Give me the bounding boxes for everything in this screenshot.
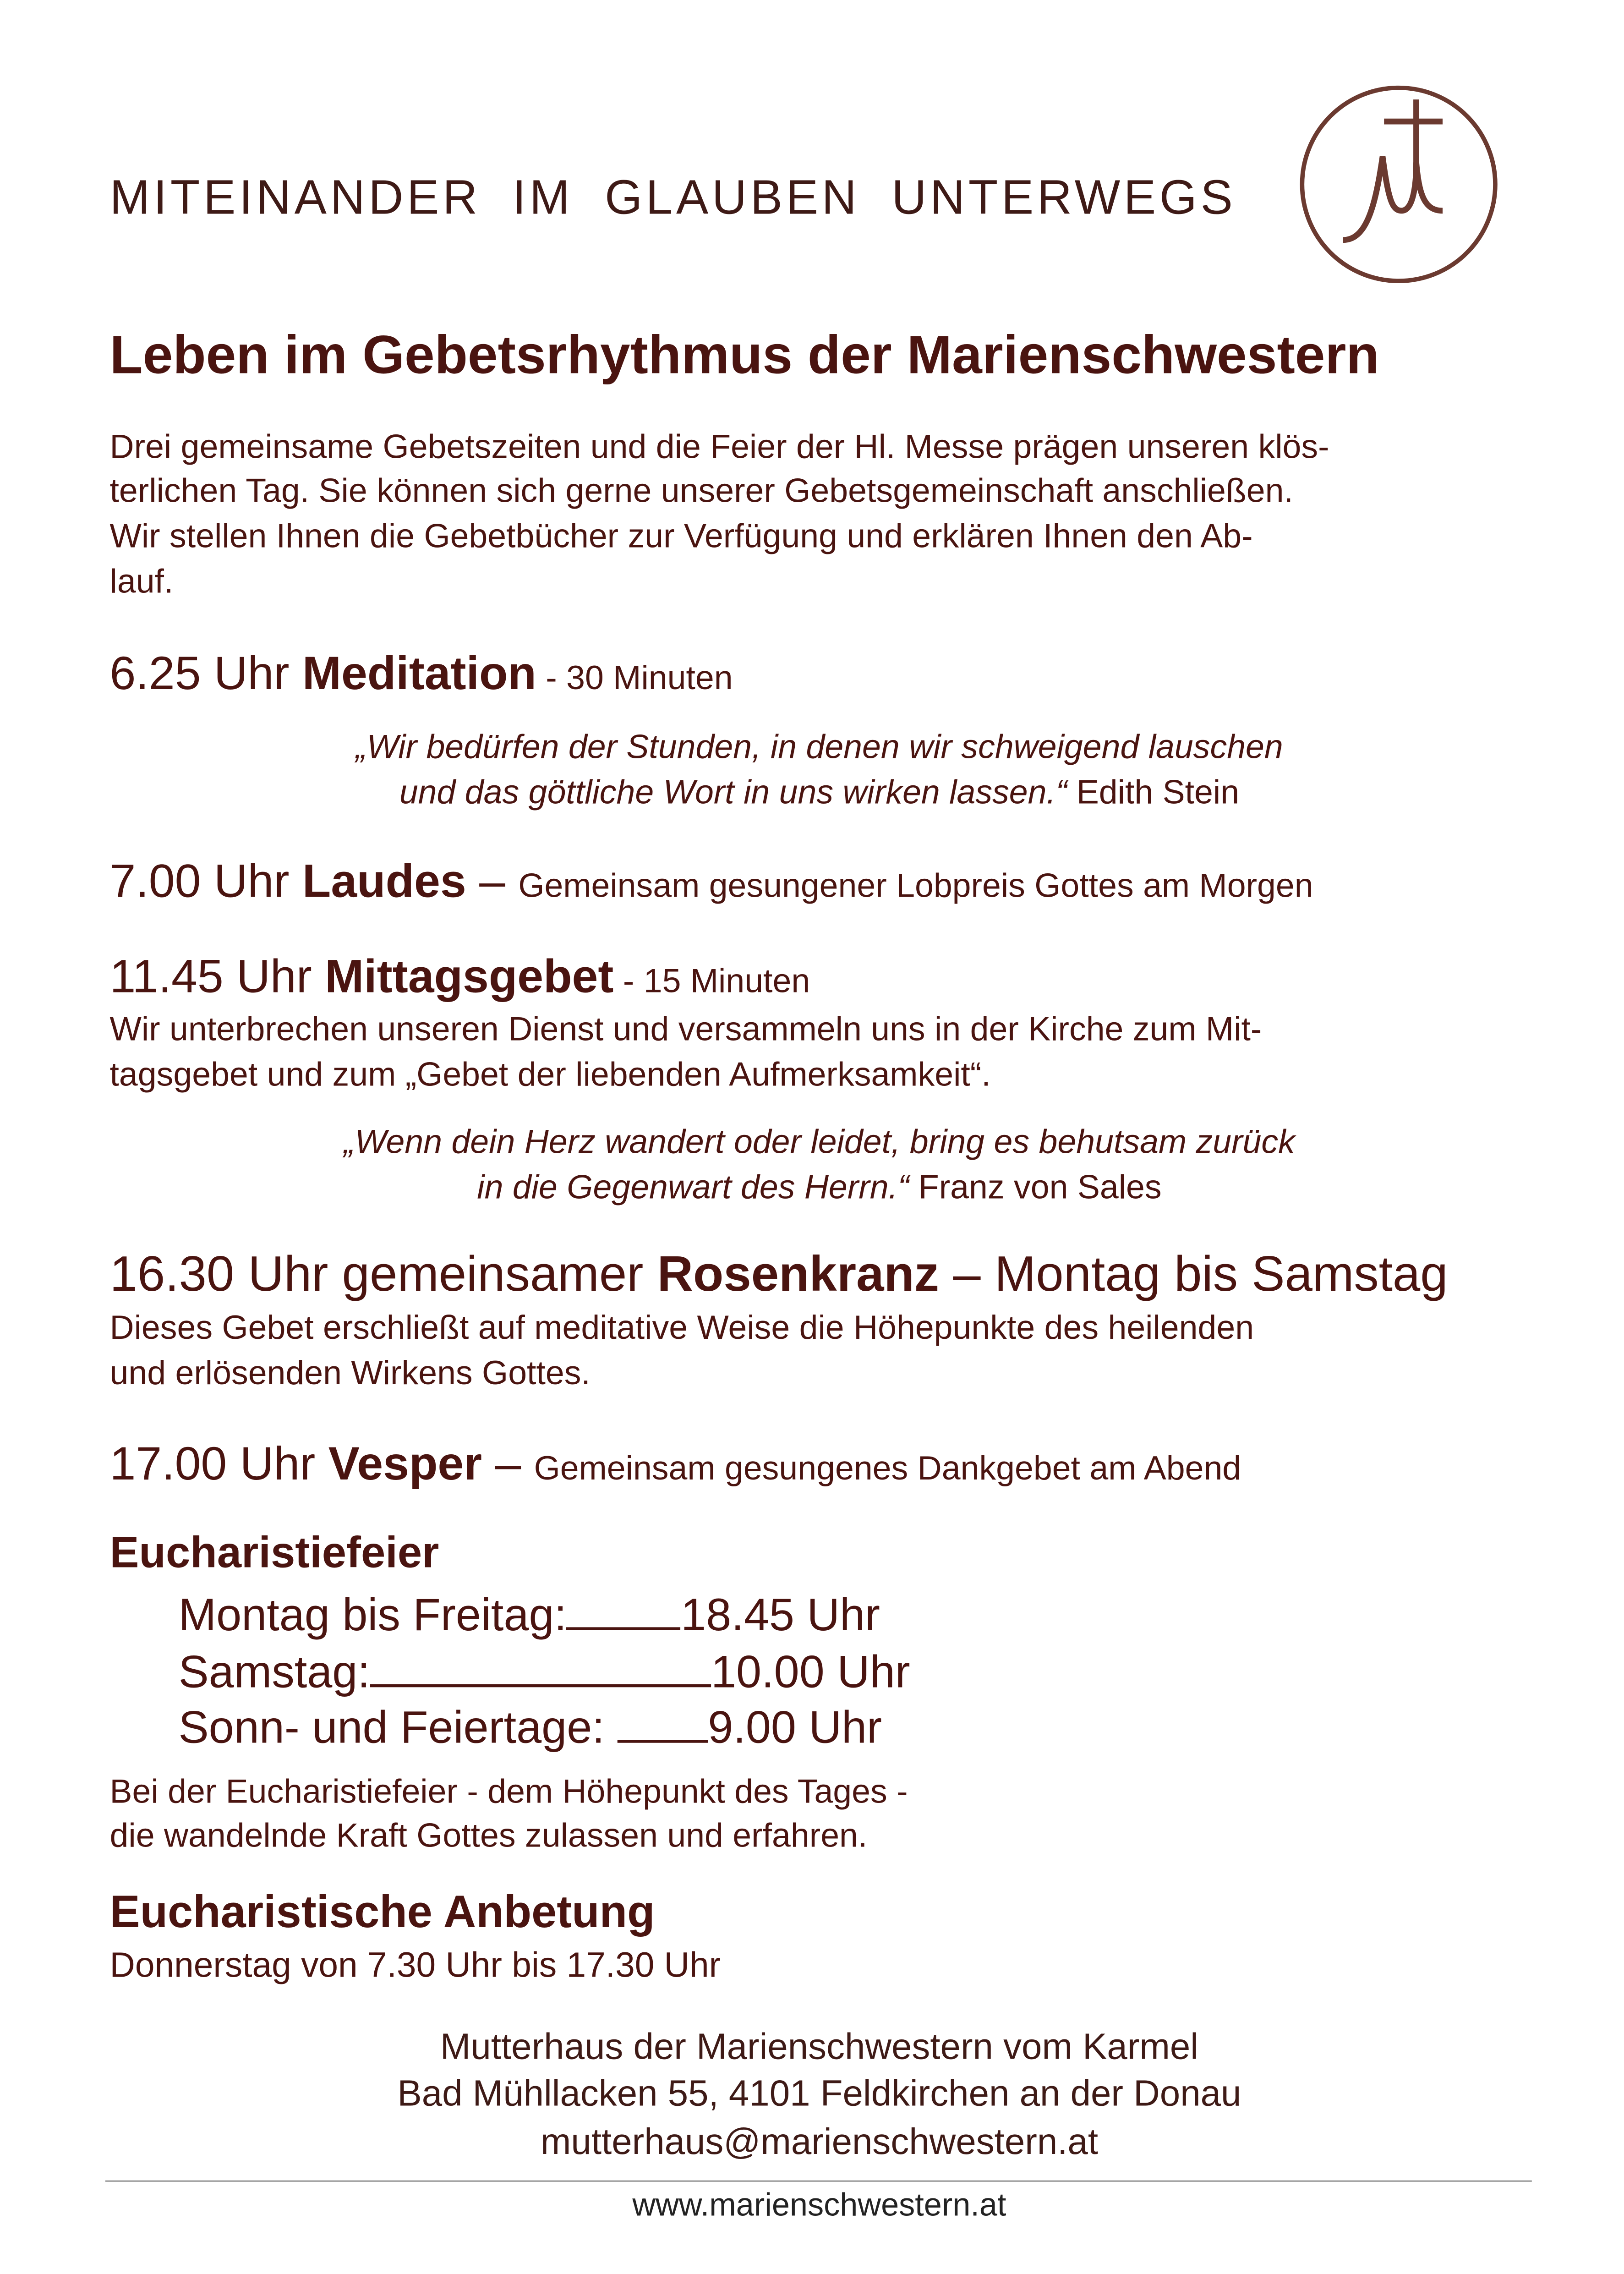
day: Samstag:	[178, 1646, 370, 1698]
time: 6.25 Uhr	[109, 647, 302, 700]
mittagsgebet-text: tagsgebet und zum „Gebet der liebenden Aufmerksamkeit“.	[109, 1055, 991, 1093]
footer-address: Bad Mühllacken 55, 4101 Feldkirchen an der Donau	[397, 2073, 1241, 2115]
prayer-name: Meditation	[302, 647, 536, 700]
rosenkranz-text: und erlösenden Wirkens Gottes.	[109, 1353, 591, 1392]
anbetung-heading: Eucharistische Anbetung	[109, 1886, 655, 1938]
website-link[interactable]: www.marienschwestern.at	[632, 2186, 1006, 2223]
mittagsgebet-heading	[109, 949, 810, 1003]
quote-author: Franz von Sales	[909, 1167, 1162, 1206]
prayer-name: Mittagsgebet	[325, 949, 614, 1003]
duration: 15 Minuten	[643, 961, 810, 1000]
anbetung-text: Donnerstag von 7.30 Uhr bis 17.30 Uhr	[109, 1946, 721, 1986]
day: Sonn- und Feiertage:	[178, 1702, 618, 1753]
mittagsgebet-text: Wir unterbrechen unseren Dienst und versammeln uns in der Kirche zum Mit-	[109, 1009, 1262, 1048]
day: Montag bis Freitag:	[178, 1589, 567, 1641]
rosenkranz-text: Dieses Gebet erschließt auf meditative Weise die Höhepunkte des heilenden	[109, 1308, 1254, 1347]
eucharistie-heading: Eucharistiefeier	[109, 1529, 439, 1578]
separator: -	[536, 658, 567, 697]
mass-time: 10.00 Uhr	[711, 1646, 910, 1698]
motto-header: MITEINANDER IM GLAUBEN UNTERWEGS	[109, 170, 1236, 224]
quote-text: in die Gegenwart des Herrn.“	[477, 1167, 909, 1206]
footer-divider	[105, 2181, 1532, 2182]
description: – Montag bis Samstag	[939, 1247, 1448, 1303]
description: Gemeinsam gesungenes Dankgebet am Abend	[534, 1448, 1241, 1487]
fill-line	[370, 1683, 711, 1688]
laudes-heading	[109, 855, 1313, 908]
description: Gemeinsam gesungener Lobpreis Gottes am Morgen	[518, 866, 1313, 904]
time: 16.30 Uhr gemeinsamer	[109, 1247, 657, 1303]
duration: 30 Minuten	[566, 658, 733, 697]
footer-email-link[interactable]: mutterhaus@marienschwestern.at	[540, 2121, 1099, 2163]
meditation-quote-line	[0, 773, 1624, 811]
meditation-heading	[109, 647, 733, 700]
quote-text: und das göttliche Wort in uns wirken lassen.“	[399, 773, 1067, 811]
intro-line: terlichen Tag. Sie können sich gerne unserer Gebetsgemeinschaft anschließen.	[109, 471, 1293, 510]
time: 7.00 Uhr	[109, 855, 302, 908]
eucharistie-text: die wandelnde Kraft Gottes zulassen und erfahren.	[109, 1816, 868, 1854]
mass-schedule-row	[178, 1702, 882, 1753]
mass-time: 18.45 Uhr	[681, 1589, 880, 1641]
vesper-heading	[109, 1437, 1241, 1490]
mass-schedule-row	[178, 1589, 880, 1641]
intro-line: Drei gemeinsame Gebetszeiten und die Feier der Hl. Messe prägen unseren klös-	[109, 427, 1329, 466]
time: 11.45 Uhr	[109, 949, 325, 1003]
marienschwestern-logo-icon	[1296, 82, 1501, 287]
fill-line	[567, 1626, 681, 1630]
prayer-name: Vesper	[328, 1437, 482, 1490]
quote-author: Edith Stein	[1067, 773, 1240, 811]
quote-text: „Wenn dein Herz wandert oder leidet, bring es behutsam zurück	[344, 1122, 1295, 1161]
fill-line	[617, 1738, 708, 1743]
intro-line: lauf.	[109, 562, 174, 600]
prayer-name: Laudes	[302, 855, 466, 908]
page-title: Leben im Gebetsrhythmus der Marienschwestern	[109, 325, 1379, 385]
mittag-quote-line	[0, 1122, 1624, 1161]
separator: -	[613, 961, 644, 1000]
mittag-quote-line	[0, 1167, 1624, 1206]
eucharistie-text: Bei der Eucharistiefeier - dem Höhepunkt des Tages -	[109, 1772, 908, 1810]
meditation-quote-line	[0, 727, 1624, 766]
separator: –	[466, 855, 519, 908]
rosenkranz-heading	[109, 1247, 1448, 1303]
prayer-name: Rosenkranz	[657, 1247, 940, 1303]
mass-time: 9.00 Uhr	[708, 1702, 882, 1753]
intro-line: Wir stellen Ihnen die Gebetbücher zur Verfügung und erklären Ihnen den Ab-	[109, 516, 1253, 555]
time: 17.00 Uhr	[109, 1437, 328, 1490]
mass-schedule-row	[178, 1646, 910, 1698]
footer-address: Mutterhaus der Marienschwestern vom Karmel	[440, 2027, 1199, 2068]
quote-text: „Wir bedürfen der Stunden, in denen wir schweigend lauschen	[355, 727, 1283, 766]
separator: –	[481, 1437, 534, 1490]
